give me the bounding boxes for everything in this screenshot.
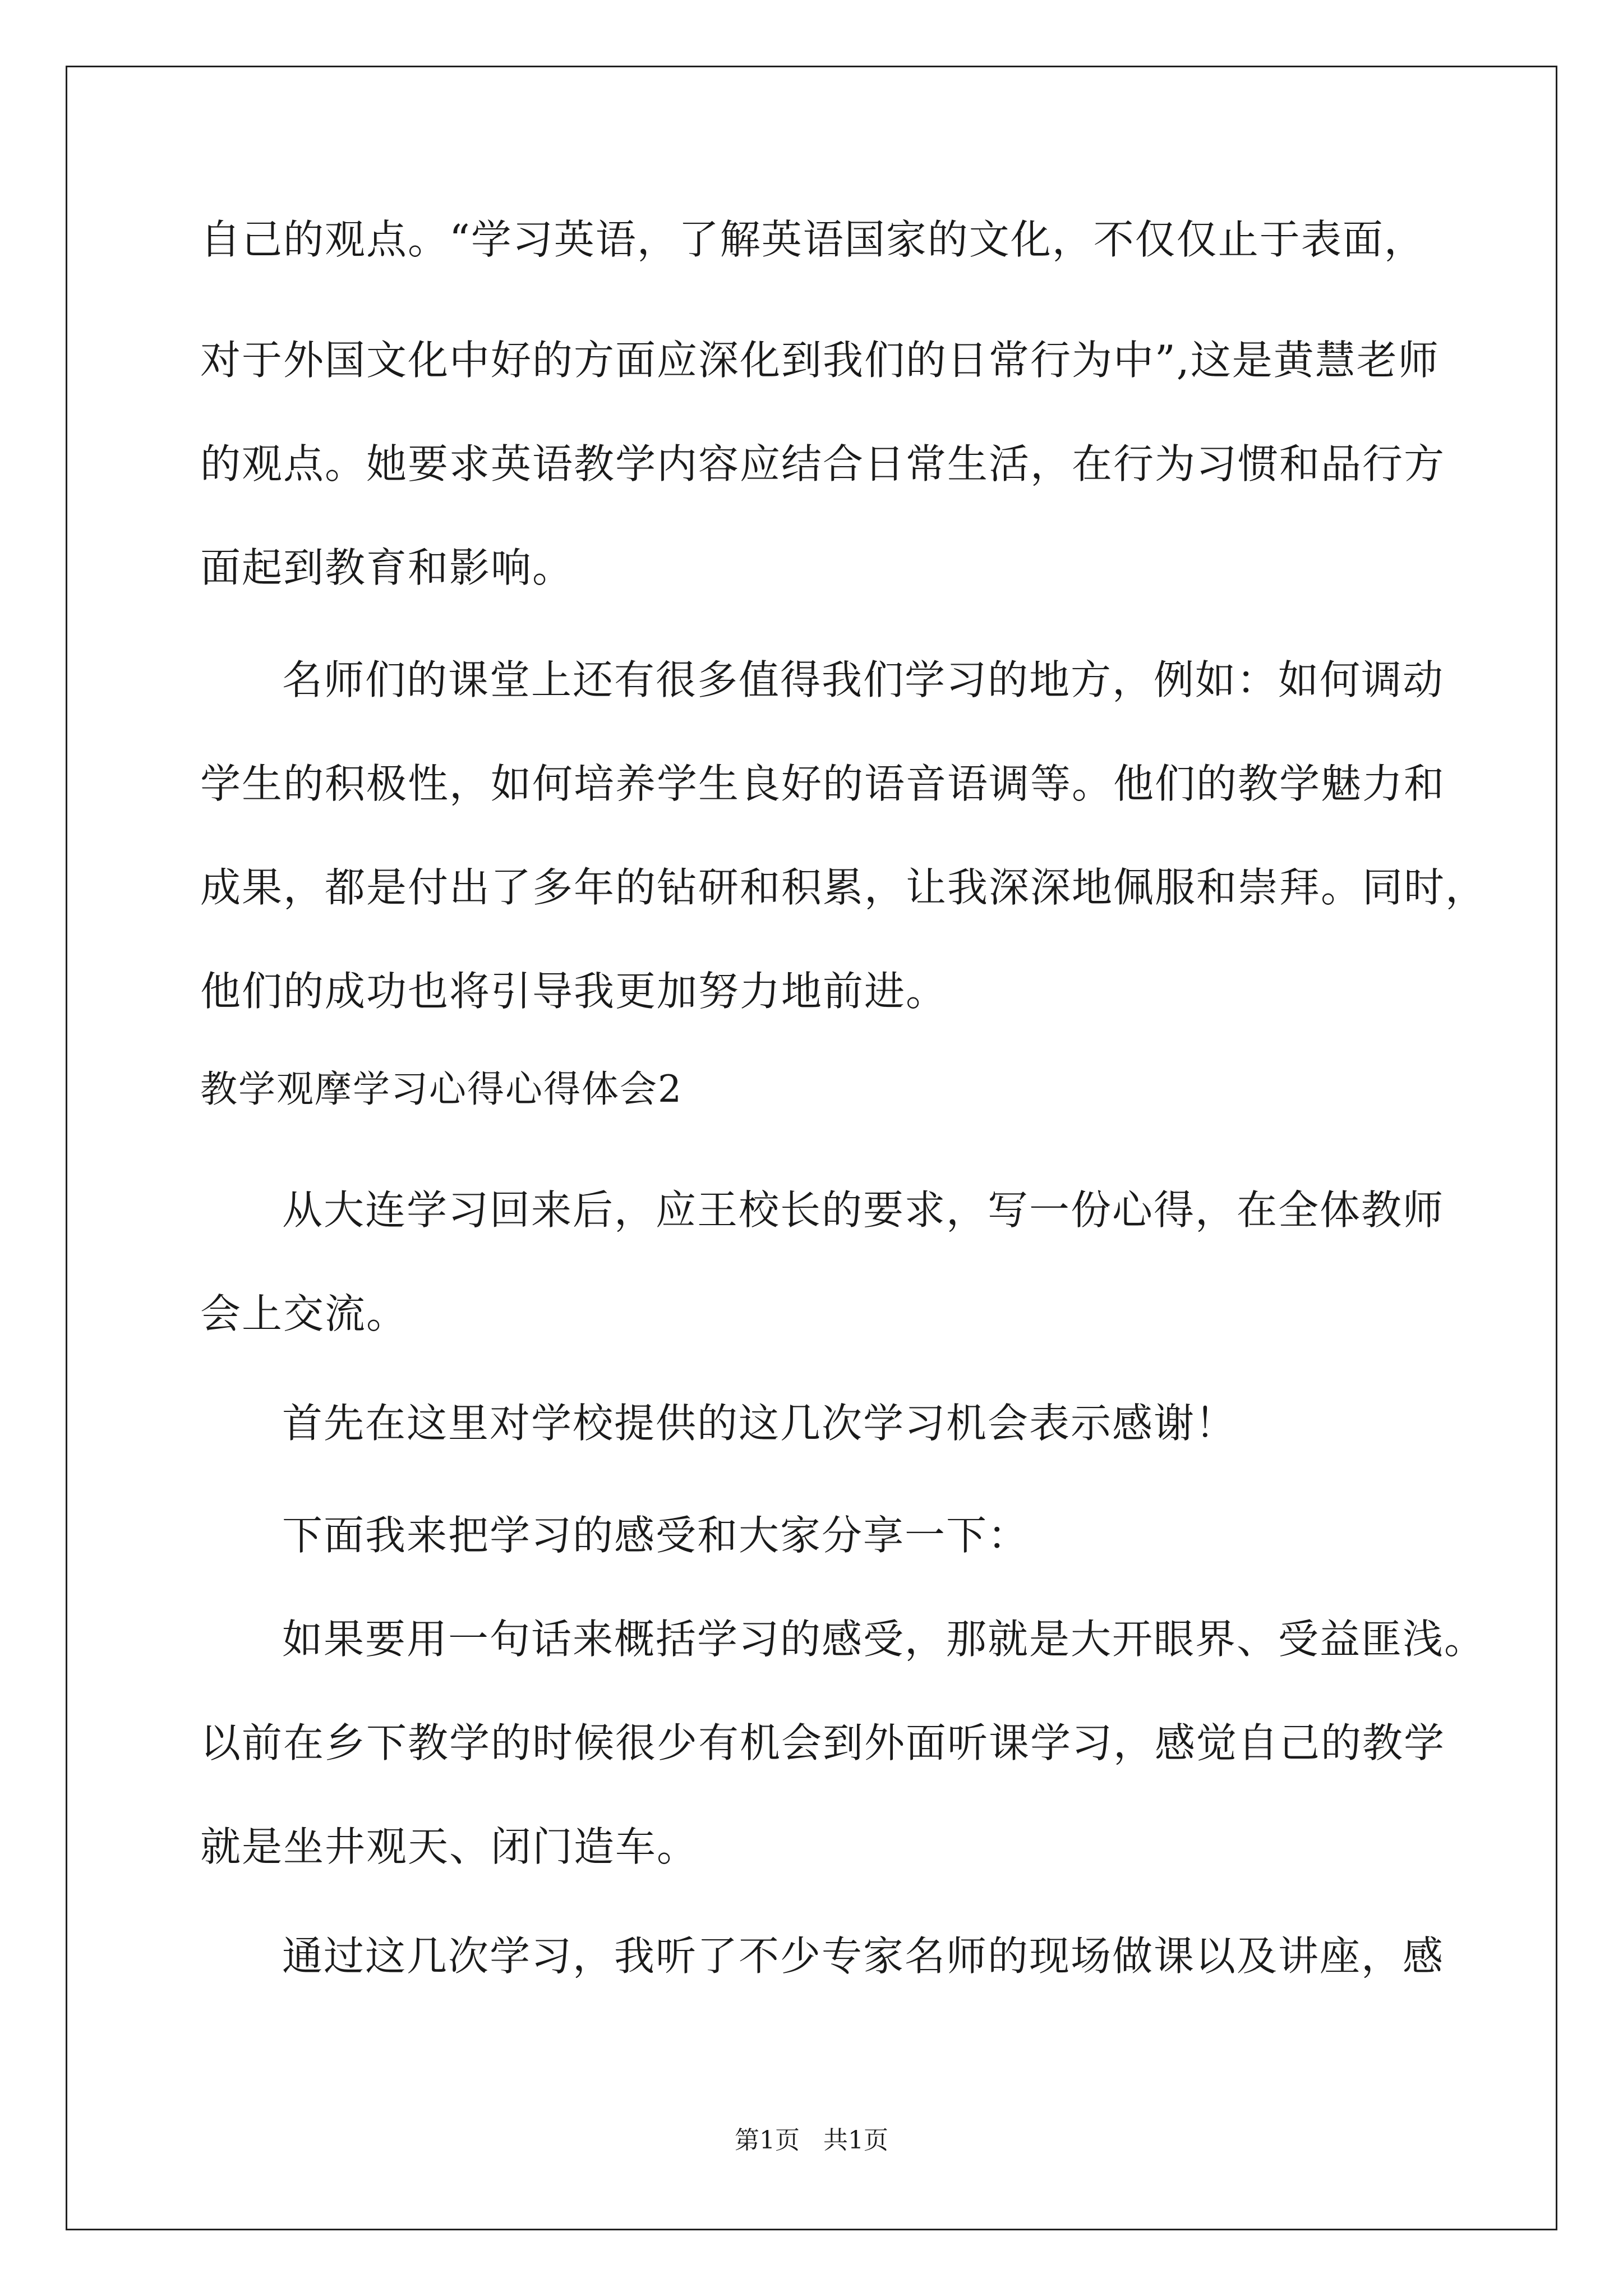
paragraph-start-line: 下面我来把学习的感受和大家分享一下： (282, 1512, 1030, 1559)
body-text-line: 面起到教育和影响。 (200, 544, 574, 591)
body-text-line: 的观点。她要求英语教学内容应结合日常生活，在行为习惯和品行方 (200, 440, 1446, 487)
body-text-line: 对于外国文化中好的方面应深化到我们的日常行为中”,这是黄慧老师 (200, 337, 1440, 384)
body-text-line: 会上交流。 (200, 1290, 408, 1337)
paragraph-start-line: 通过这几次学习，我听了不少专家名师的现场做课以及讲座，感 (282, 1932, 1445, 1980)
body-text-line: 学生的积极性，如何培养学生良好的语音语调等。他们的教学魅力和 (200, 760, 1446, 807)
page-border (66, 66, 1557, 2230)
paragraph-start-line: 首先在这里对学校提供的这几次学习机会表示感谢！ (282, 1400, 1237, 1447)
paragraph-start-line: 名师们的课堂上还有很多值得我们学习的地方，例如：如何调动 (282, 656, 1445, 703)
body-text-line: 他们的成功也将引导我更加努力地前进。 (200, 968, 948, 1015)
body-text-line: 以前在乡下教学的时候很少有机会到外面听课学习，感觉自己的教学 (200, 1719, 1446, 1766)
section-heading: 教学观摩学习心得心得体会2 (200, 1068, 683, 1111)
body-text-line: 成果，都是付出了多年的钻研和积累，让我深深地佩服和崇拜。同时， (200, 864, 1487, 911)
body-text-line: 自己的观点。“学习英语，了解英语国家的文化，不仅仅止于表面， (200, 216, 1426, 263)
body-text-line: 就是坐井观天、闭门造车。 (200, 1823, 699, 1870)
page-number-footer: 第1页 共1页 (735, 2126, 888, 2155)
paragraph-start-line: 如果要用一句话来概括学习的感受，那就是大开眼界、受益匪浅。 (282, 1616, 1486, 1663)
paragraph-start-line: 从大连学习回来后，应王校长的要求，写一份心得，在全体教师 (282, 1186, 1445, 1234)
